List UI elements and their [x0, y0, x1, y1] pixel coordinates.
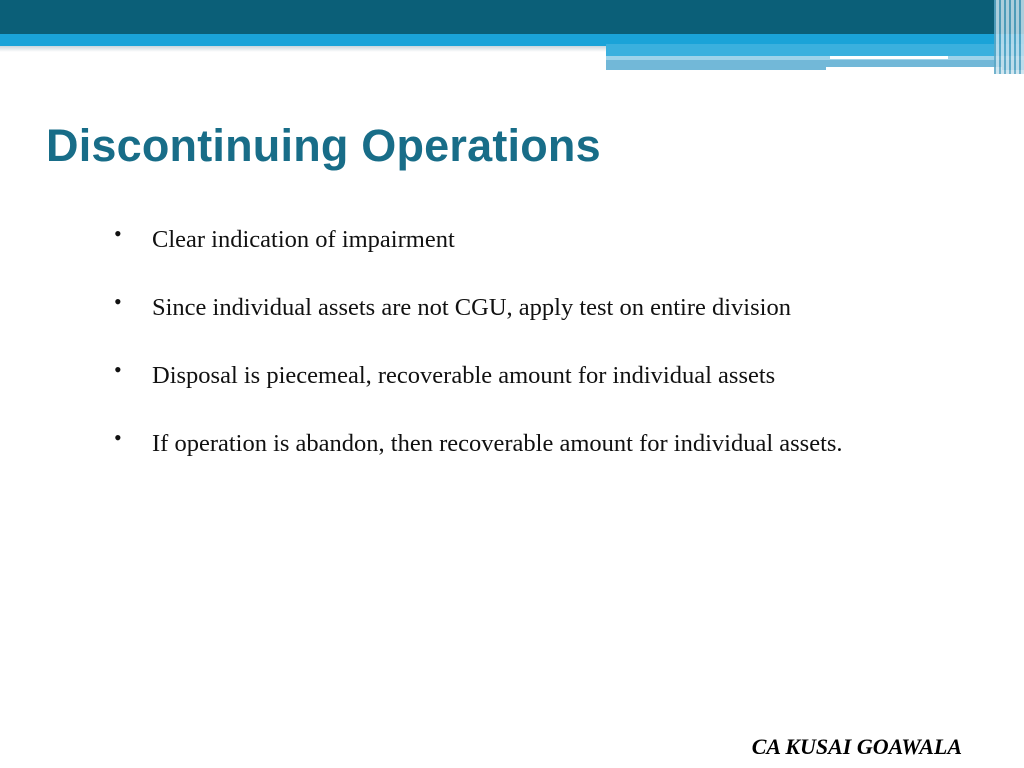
bullet-item [110, 290, 843, 358]
header-stripes [994, 0, 1024, 74]
bullet-text: Disposal is piecemeal, recoverable amount for individual assets [152, 362, 776, 389]
header-band-shadow [0, 46, 610, 52]
slide-title: Discontinuing Operations [46, 120, 601, 171]
footer-author: CA KUSAI GOAWALA [751, 734, 962, 759]
bullet-icon: • [114, 357, 122, 382]
bullet-item [110, 426, 843, 494]
bullet-item [110, 222, 843, 290]
bullet-item [110, 358, 843, 426]
bullet-text: Clear indication of impairment [152, 226, 455, 253]
bullet-text: If operation is abandon, then recoverable amount for individual assets. [152, 430, 843, 457]
bullet-icon: • [114, 221, 122, 246]
bullet-icon: • [114, 425, 122, 450]
header-accent-line [830, 56, 948, 59]
bullet-list [110, 222, 843, 494]
bullet-icon: • [114, 289, 122, 314]
header-band-dark [0, 0, 1024, 36]
header-accent-line [826, 67, 1002, 70]
header-band-step [606, 44, 1024, 56]
bullet-text: Since individual assets are not CGU, apply test on entire division [152, 294, 791, 321]
